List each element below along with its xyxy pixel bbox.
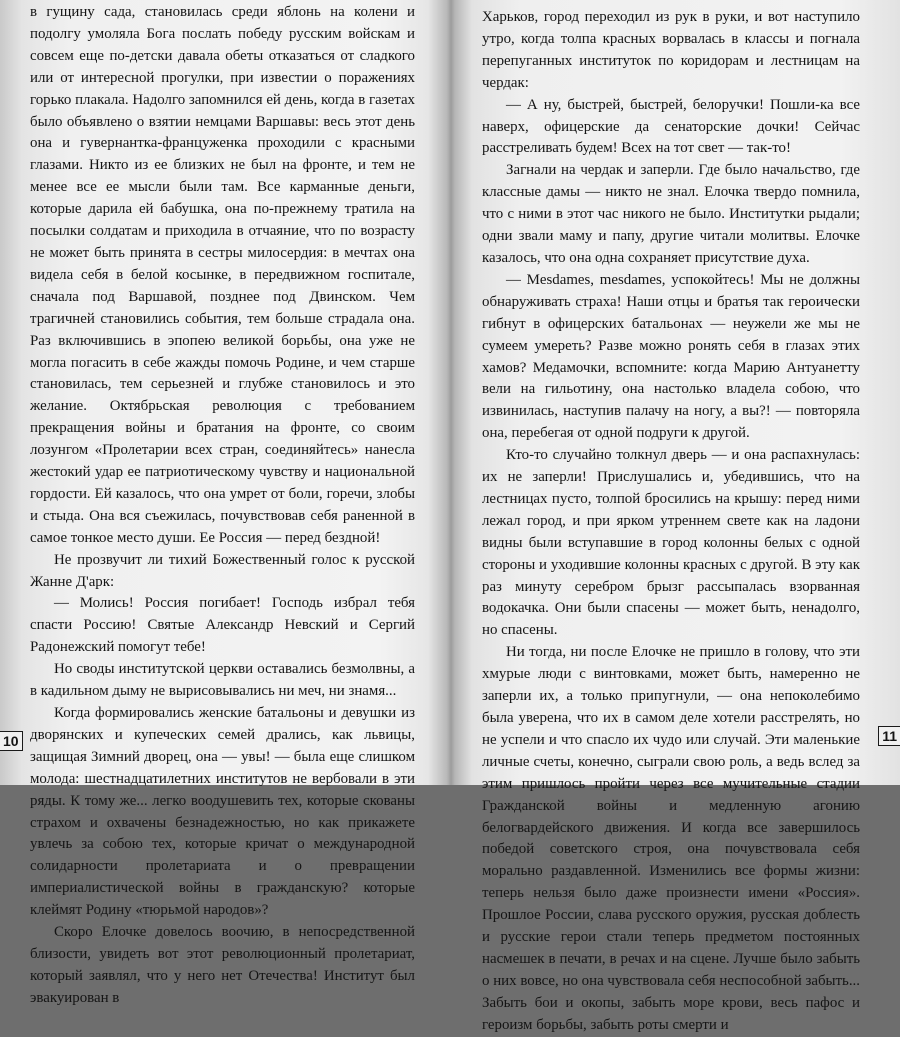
page-number-right: 11 <box>878 726 900 746</box>
paragraph: Но своды институтской церкви оставались безмолвны, а в кадильном дыму не вырисовывались ни меч, ни знамя... <box>30 661 415 700</box>
paragraph: Скоро Елочке довелось воочию, в непосредственной близости, увидеть вот этот революционный пролетариат, который заявлял, что у него нет Отечества! Институт был эвакуирован в <box>30 924 415 1006</box>
page-number-left: 10 <box>0 731 23 751</box>
left-page-text <box>30 2 415 1010</box>
paragraph: Загнали на чердак и заперли. Где было начальство, где классные дамы — никто не знал. Елочка твердо помнила, что с ними в этот час никого не было. Институтки рыдали; одни звали маму и папу, другие читали молитвы. Елочке казалось, что она одна сохраняет присутствие духа. <box>482 162 860 266</box>
paragraph: Когда формировались женские батальоны и девушки из дворянских и купеческих семей дрались, как львицы, защищая Зимний дворец, она — увы! — была еще слишком молода: шестнадцатилетних институтов не вербовали в эти ряды. К тому же... легко воодушевить тех, которые скованы страхом и охвачены безнадежностью, но как прикажете увлечь за собою тех, которые кричат о международной солидарности пролетариата и о превращении империалистической войны в гражданскую? которые клеймят Родину «тюрьмой народов»? <box>30 705 415 919</box>
paragraph: Харьков, город переходил из рук в руки, и вот наступило утро, когда толпа красных ворвалась в классы и погнала перепуганных институток по коридорам и лестницам на чердак: <box>482 9 860 91</box>
paragraph: — А ну, быстрей, быстрей, белоручки! Пошли-ка все наверх, офицерские да сенаторские дочки! Сейчас расстреливать будем! Всех на тот свет — так-то! <box>482 96 860 157</box>
right-page <box>452 0 900 1033</box>
paragraph: — Молись! Россия погибает! Господь избрал тебя спасти Россию! Святые Александр Невский и Сергий Радонежский помогут тебе! <box>30 595 415 656</box>
paragraph: Не прозвучит ли тихий Божественный голос к русской Жанне Д'арк: <box>30 551 415 590</box>
left-page <box>0 0 450 1006</box>
paragraph: Ни тогда, ни после Елочке не пришло в голову, что эти хмурые люди с винтовками, может быть, намеренно не заперли их, а только припугнули, — она непоколебимо была уверена, что их в самом деле хотели расстрелять, но не успели и что спасло их чудо или случай. Эти маленькие личные счеты, конечно, сыграли свою роль, а ведь вслед за этим пришлось пройти через все мучительные стадии Гражданской войны и медленную агонию белогвардейского движения. И когда все завершилось победой советского строя, она почувствовала себя морально раздавленной. Изменились все формы жизни: теперь нельзя было даже произнести имени «Россия». Прошлое России, слава русского оружия, русская доблесть и русские герои стали теперь предметом постоянных насмешек в печати, в речах и на сцене. Лучше было забыть о них вовсе, но она чувствовала себя неспособной забыть... Забыть бои и окопы, забыть море крови, весь пафос и героизм борьбы, забыть роты смерти и <box>482 644 860 1033</box>
right-page-text <box>482 7 860 1037</box>
paragraph: — Mesdames, mesdames, успокойтесь! Мы не должны обнаруживать страха! Наши отцы и братья так героически гибнут в офицерских батальонах — неужели же мы не сумеем умереть? Разве можно ронять себя в глазах этих хамов? Медамочки, вспомните: когда Марию Антуанетту вели на гильотину, она настолько владела собою, что извинилась, наступив палачу на ногу, а вы?! — повторяла она, перебегая от одной подруги к другой. <box>482 271 860 442</box>
paragraph: в гущину сада, становилась среди яблонь на колени и подолгу умоляла Бога послать победу русским войскам и совсем еще по-детски давала обеты отказаться от сладкого или от интересной прогулки, при известии о поражениях горько плакала. Надолго запомнился ей день, когда в газетах было объявлено о взятии немцами Варшавы: весь этот день она и гувернантка-француженка проходили с красными глазами. Никто из ее близких не был на фронте, и тем не менее все ее мысли были там. Все карманные деньги, которые дарила ей бабушка, она по-прежнему тратила на посылки солдатам и приходила в отчаяние, что по возрасту не может быть принята в сестры милосердия: в мечтах она видела себя в белой косынке, в передвижном госпитале, сначала под Варшавой, позднее под Двинском. Чем трагичней становились события, тем больше страдала она. Раз включившись в эпопею великой борьбы, она уже не могла погасить в себе жажды помочь Родине, и чем старше становилась, тем серьезней и глубже становилось и это желание. Октябрьская революция с требованием прекращения войны и братания на фронте, со своим лозунгом «Пролетарии всех стран, соединяйтесь» нанесла жестокий удар ее патриотическому чувству и национальной гордости. Ей казалось, что она умрет от боли, горечи, злобы и стыда. Она вся съежилась, почувствовав себя раненной в самое тонкое место души. Ее Россия — перед бездной! <box>30 4 415 546</box>
paragraph: Кто-то случайно толкнул дверь — и она распахнулась: их не заперли! Прислушались и, убедившись, что на лестницах пусто, толпой бросились на крышу: перед ними лежал город, и при ярком утреннем свете как на ладони видны были вступавшие в город колонны белых с одной стороны и уходившие колонны красных с другой. В эту как раз минуту серебром брызг рассыпалась взорванная водокачка. Они были спасены — может быть, ненадолго, но спасены. <box>482 447 860 639</box>
